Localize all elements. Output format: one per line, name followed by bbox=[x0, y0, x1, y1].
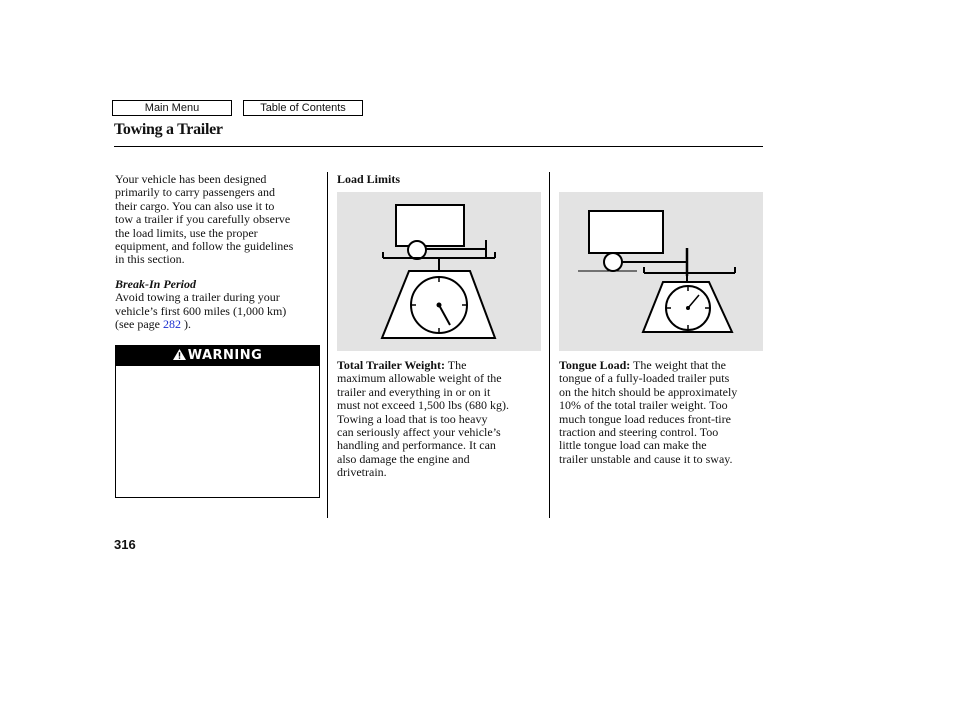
tongue-load-line: 10% of the total trailer weight. Too bbox=[559, 398, 728, 413]
total-weight-first-line bbox=[337, 359, 547, 372]
page-282-link[interactable]: 282 bbox=[162, 317, 181, 332]
main-menu-button[interactable]: Main Menu bbox=[112, 100, 232, 116]
total-weight-line: can seriously affect your vehicle’s bbox=[337, 425, 501, 440]
tongue-load-text bbox=[559, 359, 769, 466]
total-weight-term: Total Trailer Weight: bbox=[337, 358, 446, 372]
tongue-load-line: The weight that the bbox=[630, 358, 727, 372]
tongue-load-line: little tongue load can make the bbox=[559, 438, 707, 453]
warning-header bbox=[116, 346, 319, 366]
warning-label: WARNING bbox=[187, 348, 263, 363]
total-weight-text bbox=[337, 359, 547, 480]
break-in-heading: Break-In Period bbox=[115, 276, 196, 291]
column-divider-1 bbox=[327, 172, 328, 518]
load-limits-heading-block bbox=[337, 173, 547, 186]
intro-line: their cargo. You can also use it to bbox=[115, 198, 275, 213]
trailer-wheel bbox=[604, 253, 622, 271]
column-divider-2 bbox=[549, 172, 550, 518]
tongue-load-line: on the hitch should be approximately bbox=[559, 384, 738, 399]
intro-line: tow a trailer if you carefully observe bbox=[115, 212, 291, 227]
intro-line: the load limits, use the proper bbox=[115, 225, 258, 240]
tongue-load-illustration-panel bbox=[559, 192, 763, 351]
total-weight-line: must not exceed 1,500 lbs (680 kg). bbox=[337, 398, 509, 413]
warning-box bbox=[115, 345, 320, 498]
see-page-suffix: ). bbox=[180, 317, 191, 332]
see-page-line bbox=[115, 318, 325, 331]
intro-line: in this section. bbox=[115, 252, 185, 267]
total-weight-line: trailer and everything in or on it bbox=[337, 384, 491, 399]
tongue-load-line: much tongue load reduces front-tire bbox=[559, 411, 731, 426]
intro-line: equipment, and follow the guidelines bbox=[115, 239, 294, 254]
trailer-box bbox=[396, 205, 464, 246]
total-weight-line: Towing a load that is too heavy bbox=[337, 411, 488, 426]
page-title: Towing a Trailer bbox=[114, 121, 223, 138]
tongue-on-scale-illustration bbox=[559, 192, 763, 351]
page-number: 316 bbox=[114, 537, 136, 552]
break-in-line: Avoid towing a trailer during your bbox=[115, 290, 280, 305]
load-limits-heading: Load Limits bbox=[337, 172, 401, 186]
intro-column bbox=[115, 173, 325, 331]
tongue-load-line: tongue of a fully-loaded trailer puts bbox=[559, 371, 730, 386]
total-weight-line: The bbox=[445, 358, 467, 372]
title-divider bbox=[114, 146, 763, 147]
intro-line: primarily to carry passengers and bbox=[115, 185, 275, 200]
break-in-line: vehicle’s first 600 miles (1,000 km) bbox=[115, 303, 287, 318]
total-weight-line: drivetrain. bbox=[337, 465, 387, 480]
tongue-load-line: traction and steering control. Too bbox=[559, 425, 719, 440]
trailer-wheel bbox=[408, 241, 426, 259]
intro-line: Your vehicle has been designed bbox=[115, 172, 267, 186]
total-weight-line: maximum allowable weight of the bbox=[337, 371, 502, 386]
warning-triangle-icon bbox=[173, 349, 186, 360]
total-weight-line: handling and performance. It can bbox=[337, 438, 496, 453]
trailer-on-scale-illustration bbox=[337, 192, 541, 351]
tongue-load-line: trailer unstable and cause it to sway. bbox=[559, 451, 733, 466]
tongue-load-first-line bbox=[559, 359, 769, 372]
trailer-box bbox=[589, 211, 663, 253]
table-of-contents-button[interactable]: Table of Contents bbox=[243, 100, 363, 116]
tongue-load-term: Tongue Load: bbox=[559, 358, 631, 372]
see-page-prefix: (see page bbox=[115, 317, 163, 332]
total-weight-line: also damage the engine and bbox=[337, 451, 470, 466]
total-weight-illustration-panel bbox=[337, 192, 541, 351]
